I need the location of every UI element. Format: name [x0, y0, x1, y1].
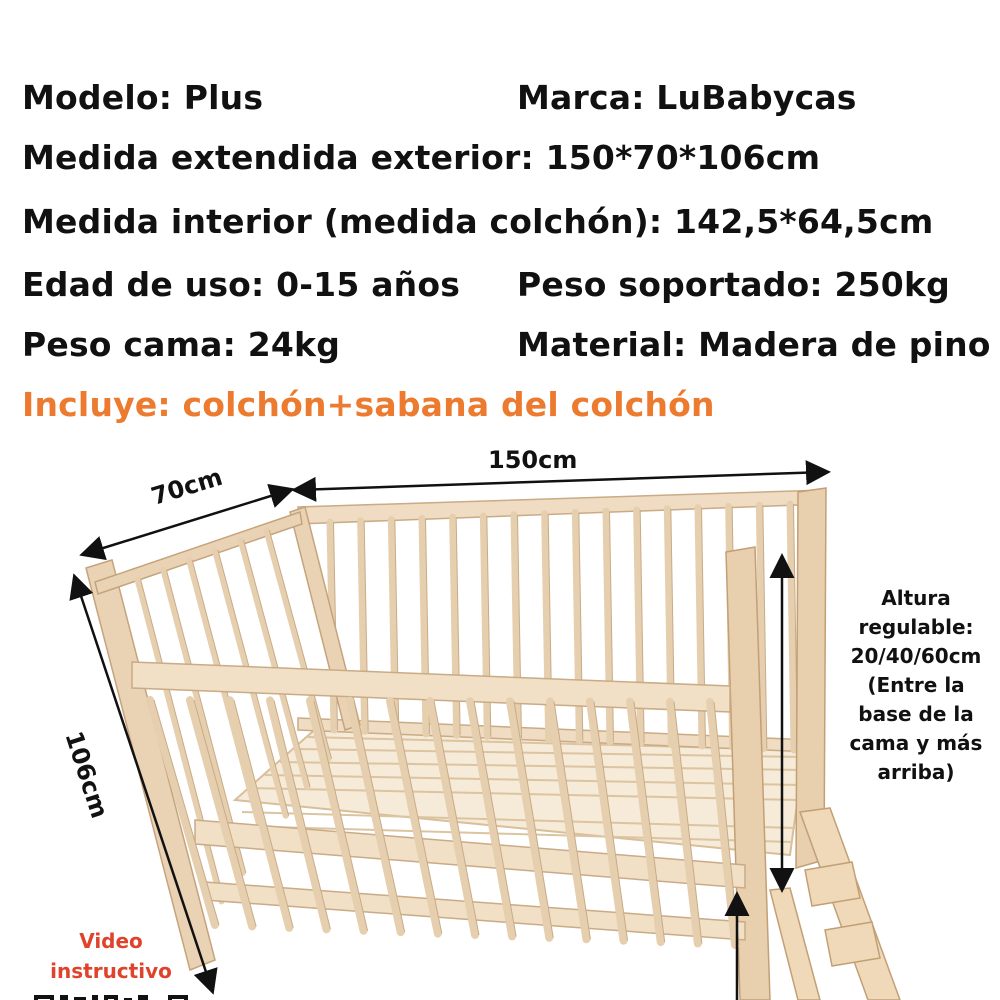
marca-label: Marca: LuBabycas: [517, 78, 857, 117]
back-slat: [361, 521, 365, 732]
edad-label: Edad de uso: 0-15 años: [22, 265, 461, 304]
incluye-label: Incluye: colchón+sabana del colchón: [22, 385, 715, 424]
material-label: Material: Madera de pino: [517, 325, 991, 364]
back-slat: [422, 518, 426, 734]
head-slat: [241, 540, 308, 787]
height-dimension-label: 106cm: [59, 728, 114, 822]
peso-soportado-label: Peso soportado: 250kg: [517, 265, 950, 304]
modelo-label: Modelo: Plus: [22, 78, 264, 117]
back-slat: [453, 517, 457, 735]
back-slat: [790, 504, 794, 750]
qr-code-icon[interactable]: [34, 990, 188, 1000]
video-instructivo-label: Video instructivo: [50, 929, 172, 983]
medida-exterior-label: Medida extendida exterior: 150*70*106cm: [22, 138, 821, 177]
back-slat: [483, 516, 487, 737]
peso-cama-label: Peso cama: 24kg: [22, 325, 341, 364]
medida-interior-label: Medida interior (medida colchón): 142,5*64,5cm: [22, 202, 934, 241]
adjustable-height-note: Altura regulable: 20/40/60cm (Entre la base de la cama y más arriba): [849, 586, 983, 784]
width-dimension-label: 70cm: [148, 462, 226, 511]
length-dimension-label: 150cm: [488, 446, 578, 474]
